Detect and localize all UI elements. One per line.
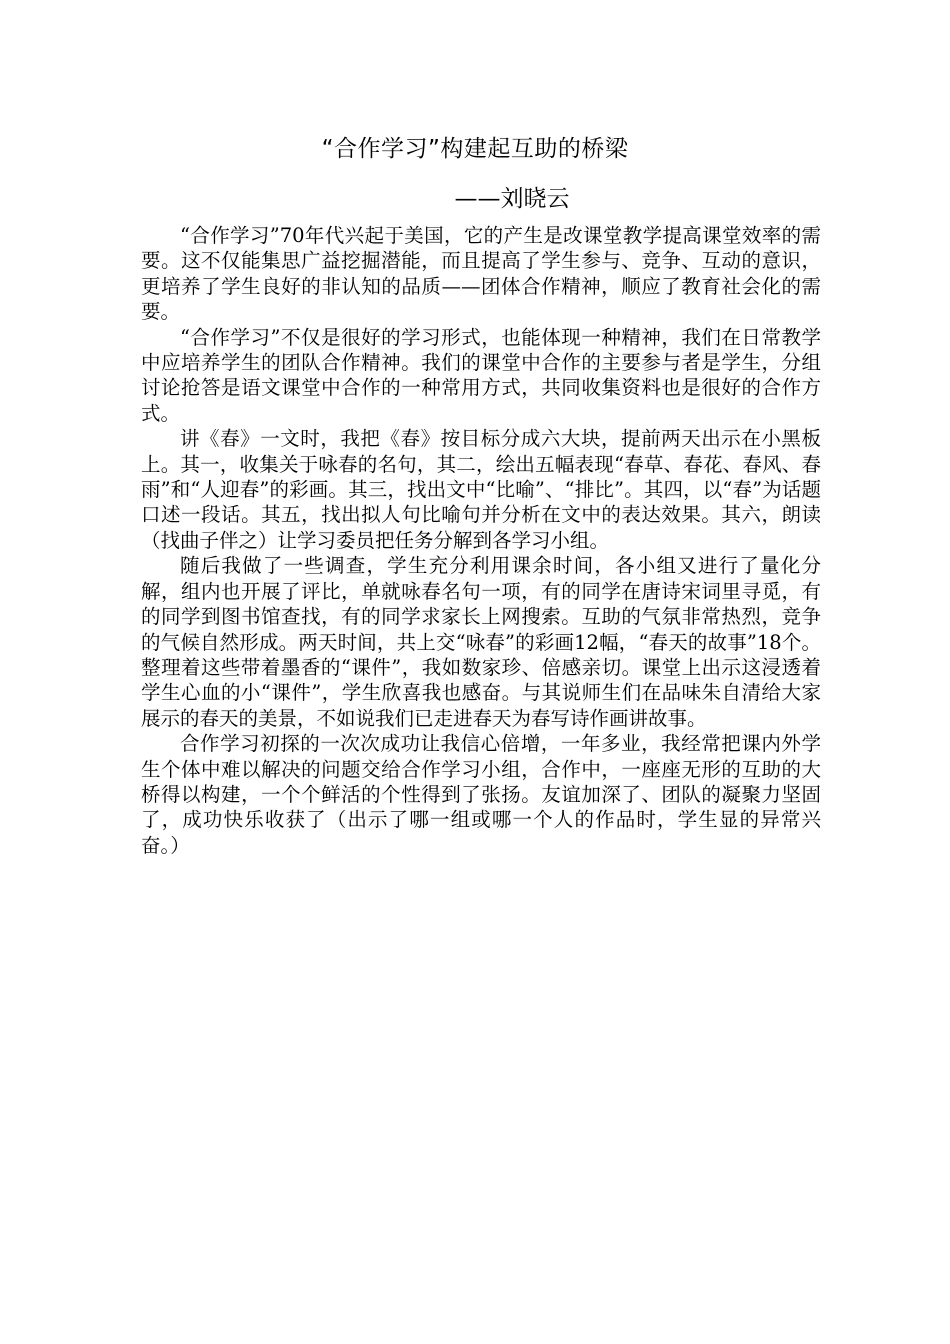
paragraph: 合作学习初探的一次次成功让我信心倍增，一年多业，我经常把课内外学生个体中难以解决的问题交给合作学习小组，合作中，一座座无形的互助的大桥得以构建，一个个鲜活的个性得到了张扬。友谊加深了、团队的凝聚力坚固了，成功快乐收获了（出示了哪一组或哪一个人的作品时，学生显的异常兴奋。） bbox=[141, 732, 821, 857]
paragraph: 随后我做了一些调查，学生充分利用课余时间，各小组又进行了量化分解，组内也开展了评比，单就咏春名句一项，有的同学在唐诗宋词里寻觅，有的同学到图书馆查找，有的同学求家长上网搜索。互助的气氛非常热烈，竞争的气候自然形成。两天时间，共上交“咏春”的彩画12幅，“春天的故事”18个。整理着这些带着墨香的“课件”，我如数家珍、倍感亲切。课堂上出示这浸透着学生心血的小“课件”，学生欣喜我也感奋。与其说师生们在品味朱自清给大家展示的春天的美景，不如说我们已走进春天为春写诗作画讲故事。 bbox=[141, 554, 821, 730]
paragraph: “合作学习”不仅是很好的学习形式，也能体现一种精神，我们在日常教学中应培养学生的团队合作精神。我们的课堂中合作的主要参与者是学生，分组讨论抢答是语文课堂中合作的一种常用方式，共同收集资料也是很好的合作方式。 bbox=[141, 325, 821, 425]
document-body bbox=[141, 223, 821, 858]
paragraph: 讲《春》一文时，我把《春》按目标分成六大块，提前两天出示在小黑板上。其一，收集关于咏春的名句，其二，绘出五幅表现“春草、春花、春风、春雨”和“人迎春”的彩画。其三，找出文中“比喻”、“排比”。其四，以“春”为话题口述一段话。其五，找出拟人句比喻句并分析在文中的表达效果。其六，朗读（找曲子伴之）让学习委员把任务分解到各学习小组。 bbox=[141, 427, 821, 552]
paragraph: “合作学习”70年代兴起于美国，它的产生是改课堂教学提高课堂效率的需要。这不仅能集思广益挖掘潜能，而且提高了学生参与、竞争、互动的意识，更培养了学生良好的非认知的品质——团体合作精神，顺应了教育社会化的需要。 bbox=[141, 224, 821, 324]
document-title: “合作学习”构建起互助的桥梁 bbox=[321, 136, 629, 162]
document-author: ——刘晓云 bbox=[454, 186, 570, 212]
